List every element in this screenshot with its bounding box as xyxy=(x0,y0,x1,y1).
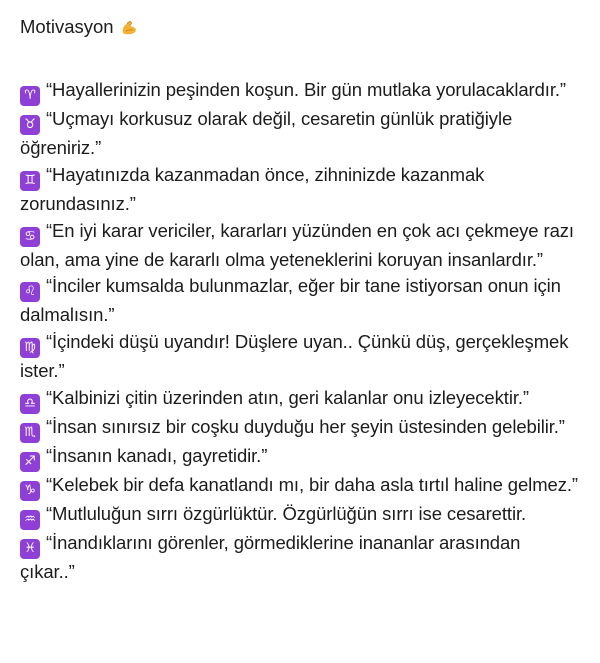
sagittarius-icon: ♐ xyxy=(20,452,40,472)
quote-text: “Kelebek bir defa kanatlandı mı, bir daha asla tırtıl haline gelmez.” xyxy=(46,473,578,495)
capricorn-icon: ♑ xyxy=(20,481,40,501)
gemini-icon: ♊ xyxy=(20,171,40,191)
quote-text: “İnciler kumsalda bulunmazlar, eğer bir tane istiyorsan onun için dalmalısın.” xyxy=(20,275,561,326)
flexed-biceps-icon xyxy=(120,18,138,36)
pisces-icon: ♓ xyxy=(20,539,40,559)
quote-item xyxy=(20,530,580,586)
quote-text: “Mutluluğun sırrı özgürlüktür. Özgürlüğün sırrı ise cesarettir. xyxy=(46,502,527,524)
quote-item xyxy=(20,414,580,443)
post-title-row xyxy=(20,14,580,40)
quote-item xyxy=(20,77,580,106)
scorpio-icon: ♏ xyxy=(20,423,40,443)
quote-item xyxy=(20,218,580,274)
quote-text: “İnandıklarını görenler, görmediklerine inananlar arasından çıkar..” xyxy=(20,531,521,582)
quote-item xyxy=(20,472,580,501)
quote-text: “İnsanın kanadı, gayretidir.” xyxy=(46,444,268,466)
virgo-icon: ♍ xyxy=(20,338,40,358)
quote-text: “İnsan sınırsız bir coşku duyduğu her şeyin üstesinden gelebilir.” xyxy=(46,415,565,437)
aquarius-icon: ♒ xyxy=(20,510,40,530)
quote-text: “Hayallerinizin peşinden koşun. Bir gün mutlaka yorulacaklardır.” xyxy=(46,79,566,100)
libra-icon: ♎ xyxy=(20,394,40,414)
quote-item xyxy=(20,106,580,162)
post-title: Motivasyon xyxy=(20,16,114,37)
quote-item xyxy=(20,501,580,530)
aries-icon: ♈ xyxy=(20,86,40,106)
quote-item xyxy=(20,273,580,329)
quote-text: “Hayatınızda kazanmadan önce, zihninizde kazanmak zorundasınız.” xyxy=(20,163,485,214)
spacer xyxy=(20,40,580,77)
quote-item xyxy=(20,443,580,472)
quote-item xyxy=(20,385,580,414)
quote-text: “Uçmayı korkusuz olarak değil, cesaretin günlük pratiğiyle öğreniriz.” xyxy=(20,108,513,158)
quote-text: “İçindeki düşü uyandır! Düşlere uyan.. Çünkü düş, gerçekleşmek ister.” xyxy=(20,331,569,382)
quote-text: “En iyi karar vericiler, kararları yüzünden en çok acı çekmeye razı olan, ama yine de kararlı olma yeteneklerini koruyan insanlardır.” xyxy=(20,219,574,270)
quote-item xyxy=(20,162,580,218)
leo-icon: ♌ xyxy=(20,282,40,302)
quote-text: “Kalbinizi çitin üzerinden atın, geri kalanlar onu izleyecektir.” xyxy=(46,386,529,408)
taurus-icon: ♉ xyxy=(20,115,40,135)
cancer-icon: ♋ xyxy=(20,227,40,247)
quote-list xyxy=(20,77,580,586)
quote-item xyxy=(20,329,580,385)
